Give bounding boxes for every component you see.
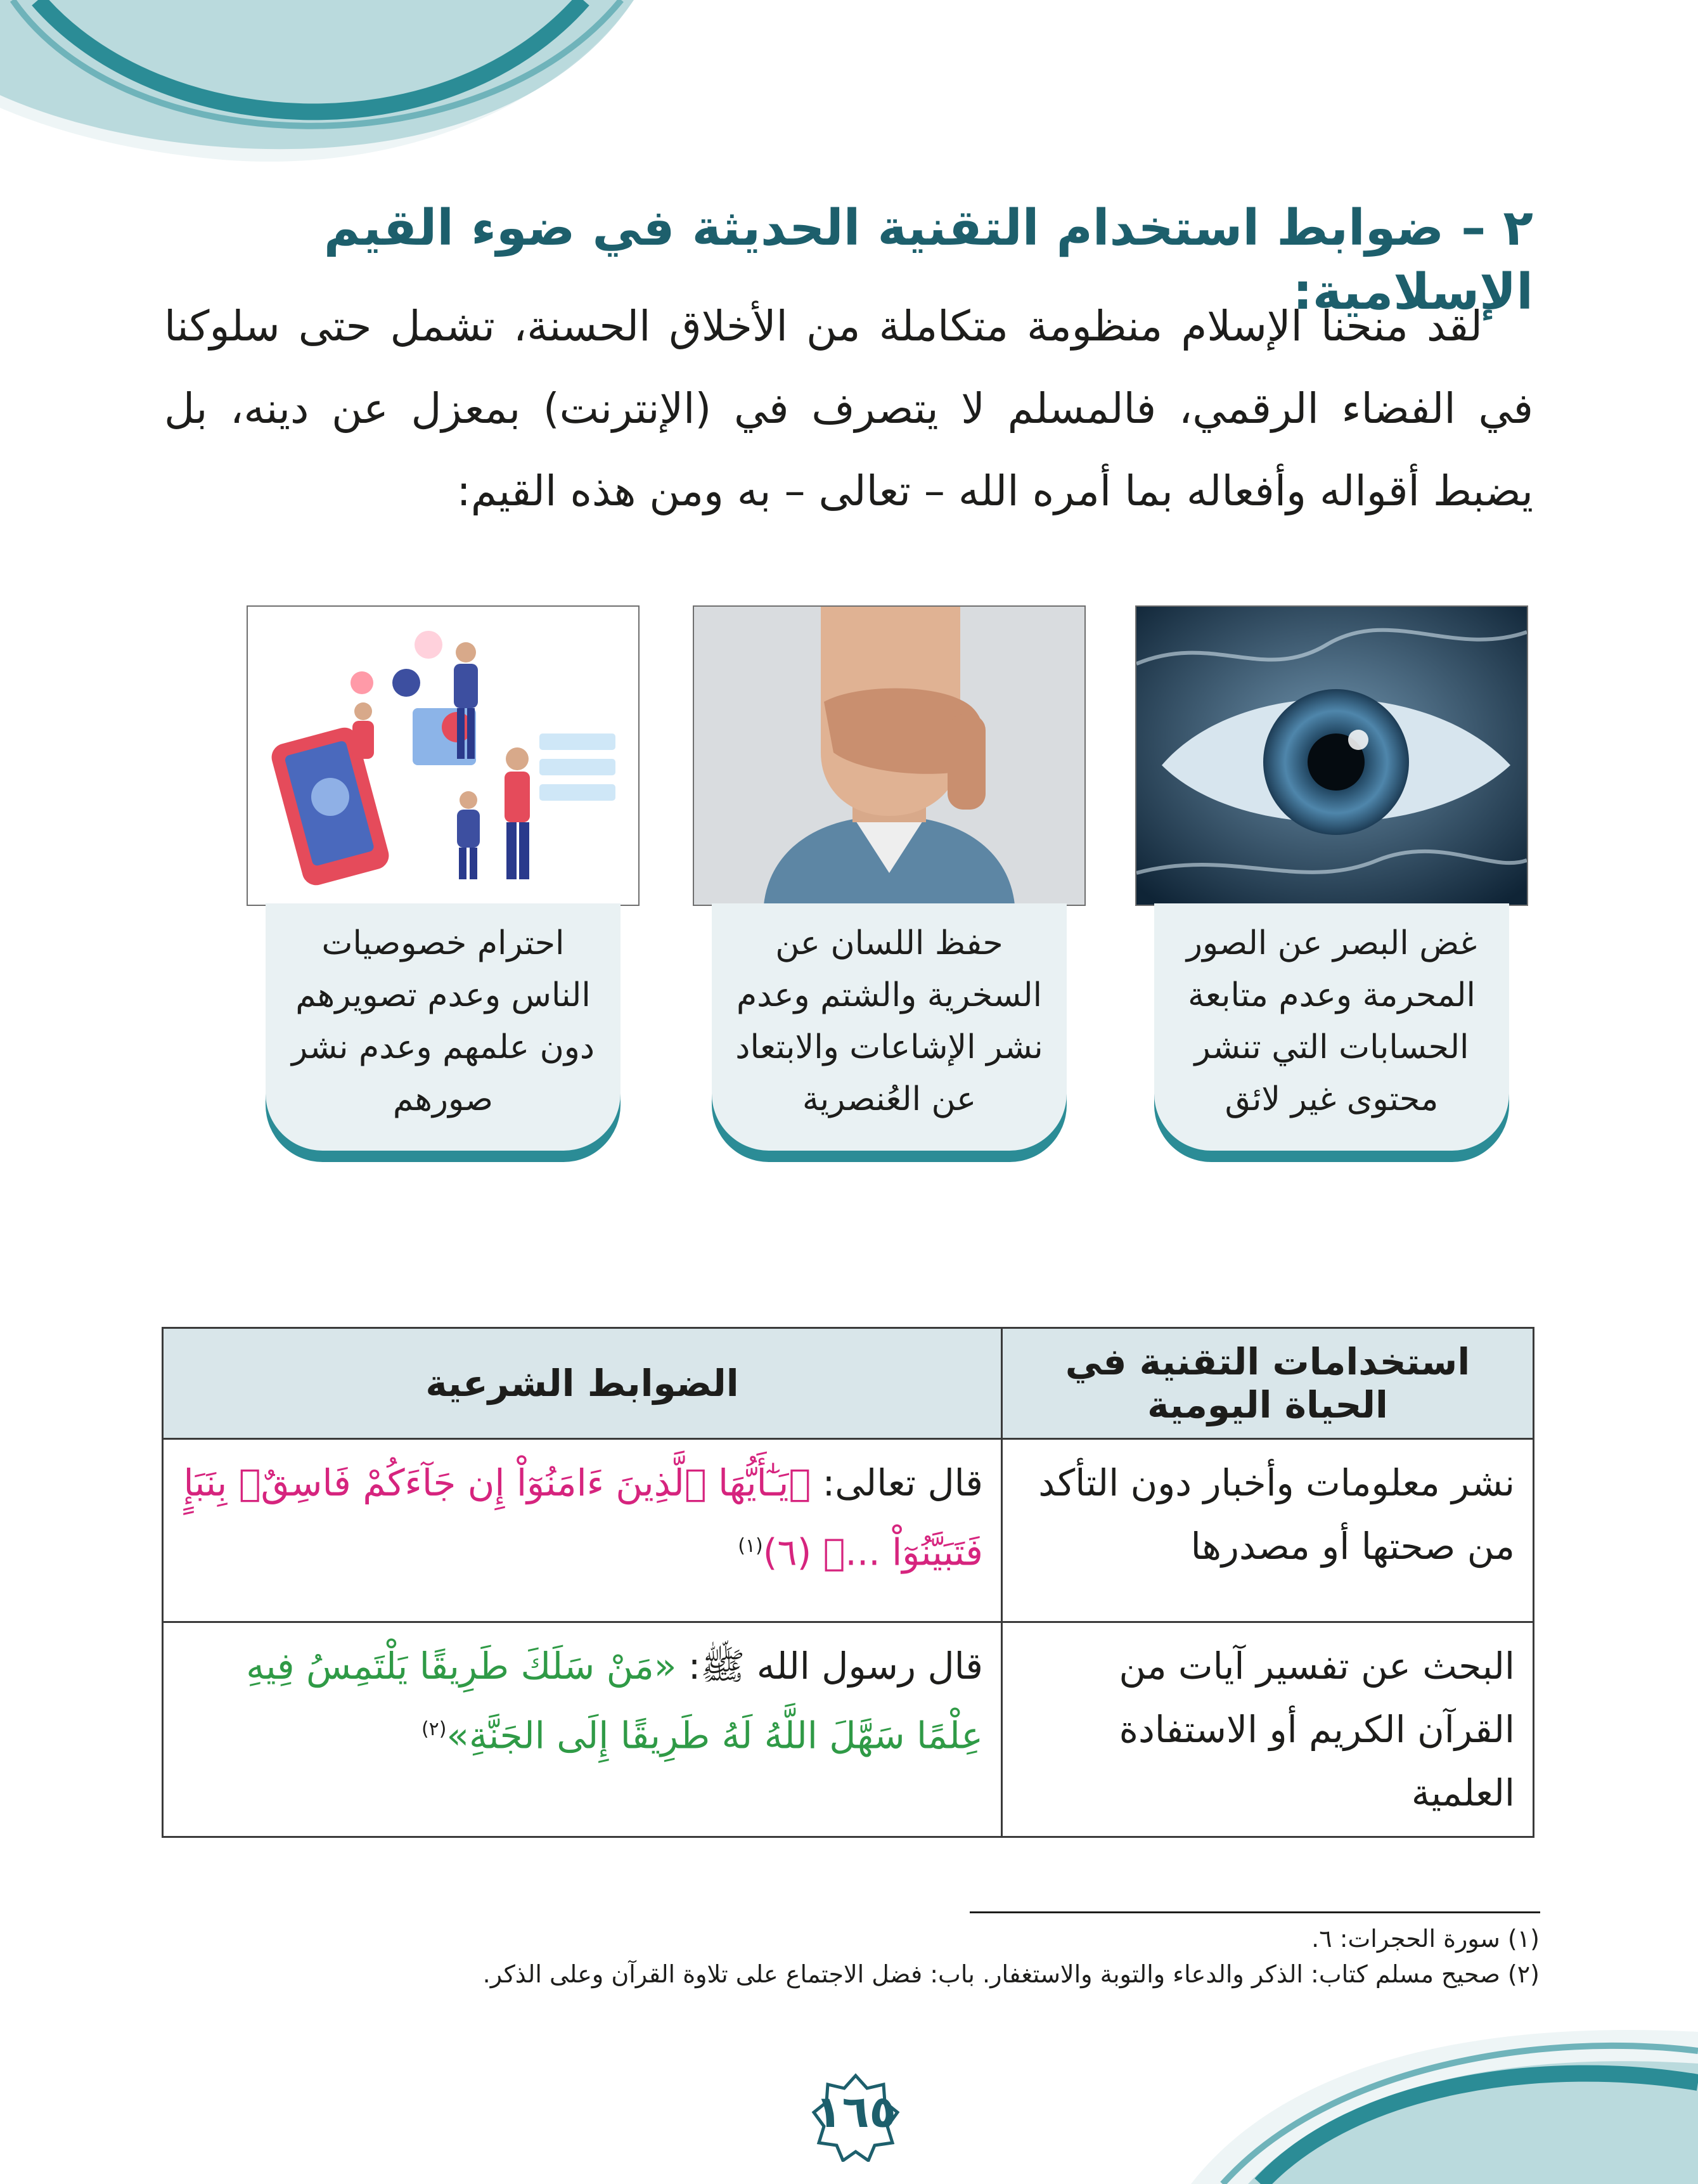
value-card-lower-gaze: [1135, 605, 1528, 1151]
social-media-illustration: [247, 605, 640, 906]
header-uses: استخدامات التقنية في الحياة اليومية: [1002, 1328, 1534, 1439]
footnote-ref: (٢): [421, 1718, 447, 1740]
table-row: [163, 1439, 1534, 1622]
table-row: [163, 1622, 1534, 1837]
rule-prefix: قال رسول الله ﷺ:: [676, 1644, 983, 1688]
man-covering-mouth-icon: [694, 607, 1084, 905]
hadith-text: «مَنْ سَلَكَ طَرِيقًا يَلْتَمِسُ فِيهِ عِلْمًا سَهَّلَ اللَّهُ لَهُ طَرِيقًا إِلَى الجَنَّةِ»: [246, 1644, 983, 1757]
card-caption-box: [266, 903, 621, 1151]
section-heading: ٢ – ضوابط استخدام التقنية الحديثة في ضوء القيم الإسلامية:: [323, 200, 1533, 321]
card-caption-box: [712, 903, 1067, 1151]
cell-use: نشر معلومات وأخبار دون التأكد من صحتها أو مصدرها: [1002, 1439, 1534, 1622]
eye-image-icon: [1136, 607, 1527, 905]
card-caption-box: [1154, 903, 1509, 1151]
intro-paragraph: [164, 285, 1533, 533]
card-caption: غض البصر عن الصور المحرمة وعدم متابعة الحسابات التي تنشر محتوى غير لائق: [1186, 924, 1477, 1118]
cell-rule: [163, 1622, 1002, 1837]
card-caption: حفظ اللسان عن السخرية والشتم وعدم نشر الإشاعات والابتعاد عن العُنصرية: [735, 924, 1043, 1118]
rules-table: [162, 1327, 1534, 1838]
intro-text: لقد منحنا الإسلام منظومة متكاملة من الأخلاق الحسنة، تشمل حتى سلوكنا في الفضاء الرقمي، فالمسلم لا يتصرف في (الإنترنت) بمعزل عن دينه، بل يضبط أقواله وأفعاله بما أمره الله – تعالى – به ومن هذه القيم:: [164, 302, 1533, 515]
page-number: ١٦٥: [814, 2086, 897, 2138]
decorative-corner-top-left: [0, 0, 634, 184]
footnotes: [145, 1921, 1540, 1992]
footnote-divider: [970, 1911, 1540, 1913]
table-header-row: [163, 1328, 1534, 1439]
social-media-icon: [248, 607, 638, 905]
man-photo: [693, 605, 1086, 906]
value-card-guard-tongue: [693, 605, 1086, 1151]
footnote-ref: (١): [738, 1535, 763, 1557]
footnote-1: (١) سورة الحجرات: ٦.: [1311, 1925, 1540, 1953]
cell-use: البحث عن تفسير آيات من القرآن الكريم أو الاستفادة العلمية: [1002, 1622, 1534, 1837]
cell-rule: [163, 1439, 1002, 1622]
footnote-2: (٢) صحيح مسلم كتاب: الذكر والدعاء والتوبة والاستغفار. باب: فضل الاجتماع على تلاوة القرآن وعلى الذكر.: [482, 1960, 1540, 1988]
eye-photo: [1135, 605, 1528, 906]
header-rules: الضوابط الشرعية: [163, 1328, 1002, 1439]
value-card-privacy: [247, 605, 640, 1151]
quran-verse: ﴿يَـٰٓأَيُّهَا ٱلَّذِينَ ءَامَنُوٓاْ إِن جَآءَكُمْ فَاسِقٌۢ بِنَبَإٍ فَتَبَيَّنُوٓاْ ...﴾ (٦): [183, 1461, 983, 1574]
rule-prefix: قال تعالى:: [811, 1461, 983, 1504]
card-caption: احترام خصوصيات الناس وعدم تصويرهم دون علمهم وعدم نشر صورهم: [291, 924, 595, 1118]
decorative-corner-bottom-right: [1191, 1994, 1698, 2184]
